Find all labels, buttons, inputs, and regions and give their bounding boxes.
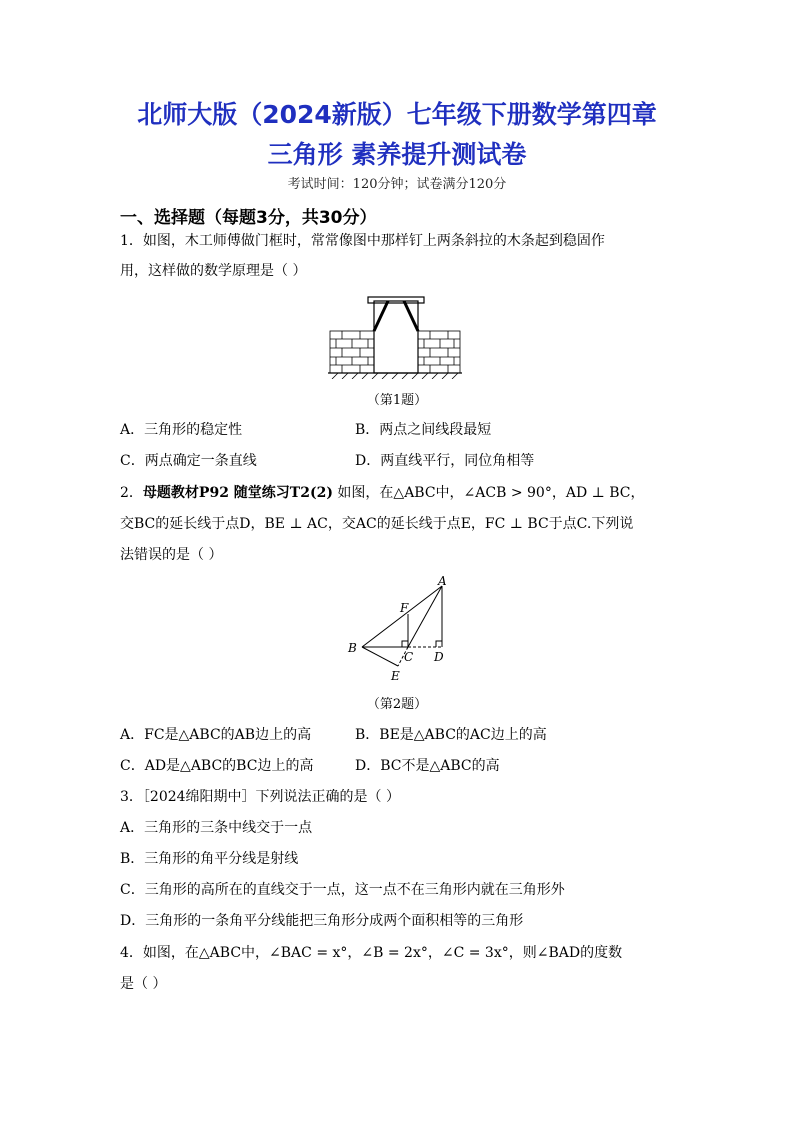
q2-text-line-3: 法错误的是（ ）: [120, 547, 223, 563]
section-heading: 一、选择题（每题3分，共30分）: [120, 208, 377, 228]
q2-label-a: A: [438, 574, 447, 588]
q2-caption: （第2题）: [366, 697, 428, 712]
q3-option-b: B．三角形的角平分线是射线: [120, 851, 299, 867]
q2-number: 2．: [120, 485, 143, 501]
q1-option-c: C．两点确定一条直线: [120, 453, 257, 469]
q3-option-a: A．三角形的三条中线交于一点: [120, 820, 313, 836]
q2-text-line-1: [120, 483, 680, 503]
title-line-1: 北师大版（2024新版）七年级下册数学第四章: [137, 100, 657, 129]
q1-option-b: B．两点之间线段最短: [355, 422, 492, 438]
q1-text-line-2: 用，这样做的数学原理是（ ）: [120, 263, 307, 279]
q3-option-d: D．三角形的一条角平分线能把三角形分成两个面积相等的三角形: [120, 913, 524, 929]
q2-option-c: C．AD是△ABC的BC边上的高: [120, 758, 314, 774]
q4-text-line-1: 4．如图，在△ABC中，∠BAC = x°，∠B = 2x°，∠C = 3x°，则∠BAD的度数: [120, 945, 623, 961]
q2-text-line-1-rest: 如图，在△ABC中，∠ACB > 90°，AD ⊥ BC，: [337, 485, 645, 501]
q2-label-d: D: [434, 650, 444, 664]
q1-door-frame-figure: [328, 293, 462, 379]
q1-option-a: A．三角形的稳定性: [120, 422, 243, 438]
title-line-2: 三角形 素养提升测试卷: [267, 140, 527, 169]
q3-option-c: C．三角形的高所在的直线交于一点，这一点不在三角形内就在三角形外: [120, 882, 565, 898]
q2-option-a: A．FC是△ABC的AB边上的高: [120, 727, 312, 743]
q4-text-line-2: 是（ ）: [120, 976, 167, 992]
exam-info: 考试时间：120分钟；试卷满分120分: [287, 177, 507, 192]
q2-text-line-2: 交BC的延长线于点D，BE ⊥ AC，交AC的延长线于点E，FC ⊥ BC于点C.下列说: [120, 516, 634, 532]
q2-triangle-figure: [344, 574, 456, 686]
q1-option-d: D．两直线平行，同位角相等: [355, 453, 535, 469]
q2-label-b: B: [348, 641, 357, 655]
q2-label-e: E: [391, 669, 400, 683]
q2-label-c: C: [404, 650, 414, 664]
q2-label-f: F: [400, 601, 409, 615]
q1-text-line-1: 1．如图，木工师傅做门框时，常常像图中那样钉上两条斜拉的木条起到稳固作: [120, 233, 605, 249]
q2-option-b: B．BE是△ABC的AC边上的高: [355, 727, 547, 743]
q2-option-d: D．BC不是△ABC的高: [355, 758, 500, 774]
q2-source-tag: 母题教材P92 随堂练习T2(2): [142, 485, 333, 501]
q1-caption: （第1题）: [366, 393, 428, 408]
q3-text: 3．［2024绵阳期中］下列说法正确的是（ ）: [120, 789, 400, 805]
